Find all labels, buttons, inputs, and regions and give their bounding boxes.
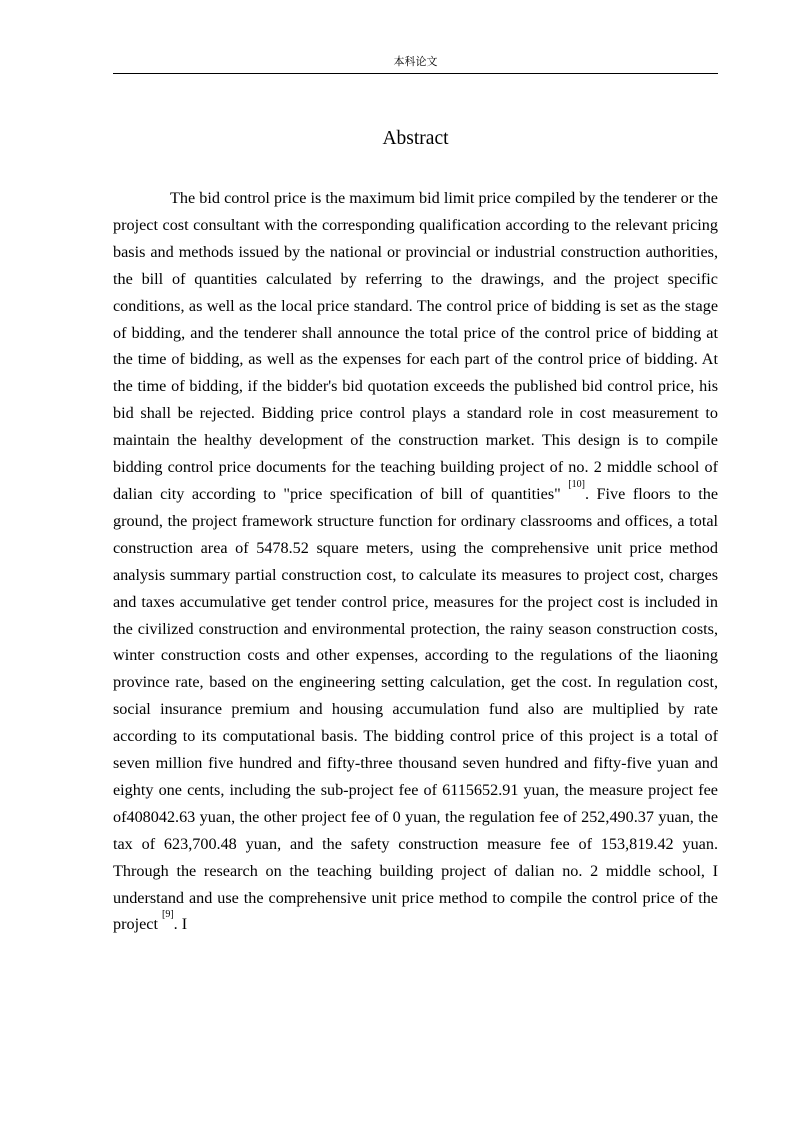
abstract-title: Abstract bbox=[382, 128, 449, 149]
abstract-paragraph bbox=[113, 185, 718, 938]
running-header: 本科论文 bbox=[393, 55, 438, 68]
paragraph-text-2: . Five floors to the ground, the project framework structure function for ordinary classrooms and offices, a total construction area of 5478.52 square meters, using the comprehensive unit price method analysis summary partial construction cost, to calculate its measures to project cost, charges and taxes accumulative get tender control price, measures for the project cost is included in the civilized construction and environmental protection, the rainy season construction costs, winter construction costs and other expenses, according to the regulations of the liaoning province rate, based on the engineering setting calculation, get the cost. In regulation cost, social insurance premium and housing accumulation fund also are multiplied by rate according to its computational basis. The bidding control price of this project is a total of seven million five hundred and fifty-three thousand seven hundred and fifty-five yuan and eighty one cents, including the sub-project fee of 6115652.91 yuan, the measure project fee of408042.63 yuan, the other project fee of 0 yuan, the regulation fee of 252,490.37 yuan, the tax of 623,700.48 yuan, and the safety construction measure fee of 153,819.42 yuan. Through the research on the teaching building project of dalian no. 2 middle school, I understand and use the comprehensive unit price method to compile the control price of the project bbox=[113, 484, 718, 934]
paragraph-text-3: . I bbox=[173, 915, 188, 934]
citation-9: [9] bbox=[162, 909, 174, 921]
citation-10: [10] bbox=[568, 478, 585, 490]
header-rule bbox=[113, 73, 718, 74]
paragraph-text-1: The bid control price is the maximum bid limit price compiled by the tenderer or the project cost consultant with the corresponding qualification according to the relevant pricing basis and methods issued by the national or provincial or industrial construction authorities, the bill of quantities calculated by referring to the drawings, and the project specific conditions, as well as the local price standard. The control price of bidding is set as the stage of bidding, and the tenderer shall announce the total price of the control price of bidding at the time of bidding, as well as the expenses for each part of the control price of bidding. At the time of bidding, if the bidder's bid quotation exceeds the published bid control price, his bid shall be rejected. Bidding price control plays a standard role in cost measurement to maintain the healthy development of the construction market. This design is to compile bidding control price documents for the teaching building project of no. 2 middle school of dalian city according to "price specification of bill of quantities" bbox=[113, 189, 718, 503]
